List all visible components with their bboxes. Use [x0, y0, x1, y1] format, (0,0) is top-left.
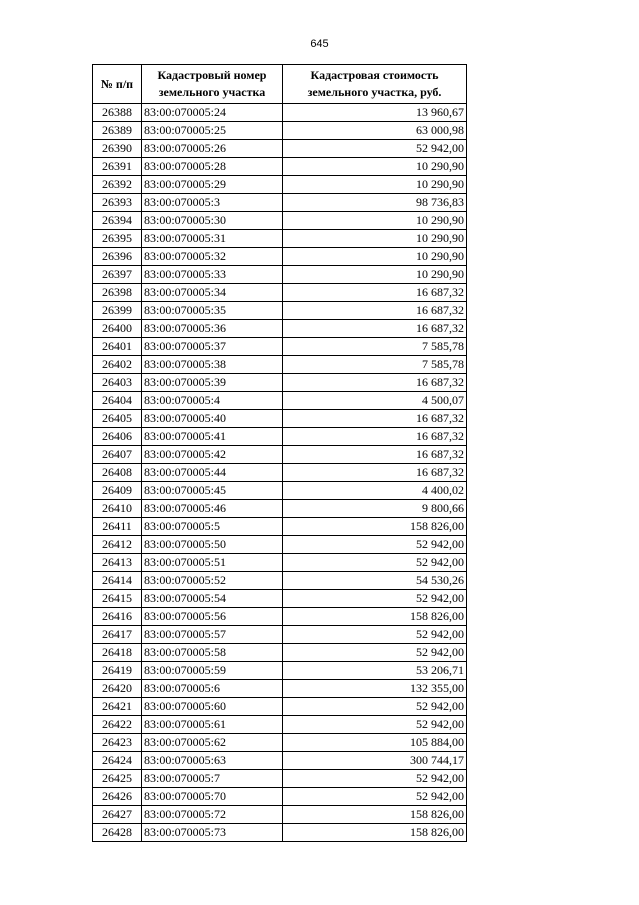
cell-row-number: 26413 [93, 554, 142, 572]
cell-cadastral-value: 158 826,00 [283, 806, 467, 824]
cell-row-number: 26420 [93, 680, 142, 698]
cell-cadastral-number: 83:00:070005:24 [142, 104, 283, 122]
cell-cadastral-number: 83:00:070005:42 [142, 446, 283, 464]
cell-row-number: 26398 [93, 284, 142, 302]
cell-cadastral-number: 83:00:070005:35 [142, 302, 283, 320]
cell-cadastral-value: 98 736,83 [283, 194, 467, 212]
table-row [93, 716, 467, 734]
cell-cadastral-value: 16 687,32 [283, 428, 467, 446]
cell-cadastral-value: 52 942,00 [283, 554, 467, 572]
cell-cadastral-number: 83:00:070005:41 [142, 428, 283, 446]
cell-cadastral-number: 83:00:070005:59 [142, 662, 283, 680]
cell-cadastral-value: 54 530,26 [283, 572, 467, 590]
cell-cadastral-number: 83:00:070005:38 [142, 356, 283, 374]
cell-cadastral-number: 83:00:070005:40 [142, 410, 283, 428]
cell-cadastral-value: 16 687,32 [283, 446, 467, 464]
table-row [93, 374, 467, 392]
cell-cadastral-number: 83:00:070005:25 [142, 122, 283, 140]
cell-row-number: 26411 [93, 518, 142, 536]
cell-cadastral-value: 63 000,98 [283, 122, 467, 140]
cell-row-number: 26390 [93, 140, 142, 158]
cell-row-number: 26423 [93, 734, 142, 752]
cell-cadastral-number: 83:00:070005:32 [142, 248, 283, 266]
table-row [93, 626, 467, 644]
cell-cadastral-value: 52 942,00 [283, 770, 467, 788]
cell-cadastral-value: 16 687,32 [283, 464, 467, 482]
cell-cadastral-number: 83:00:070005:70 [142, 788, 283, 806]
cell-cadastral-value: 4 500,07 [283, 392, 467, 410]
cell-cadastral-number: 83:00:070005:7 [142, 770, 283, 788]
table-row [93, 248, 467, 266]
cell-cadastral-value: 52 942,00 [283, 590, 467, 608]
table-row [93, 356, 467, 374]
table-row [93, 464, 467, 482]
cell-cadastral-number: 83:00:070005:28 [142, 158, 283, 176]
cell-cadastral-value: 10 290,90 [283, 266, 467, 284]
cell-row-number: 26395 [93, 230, 142, 248]
cell-cadastral-value: 52 942,00 [283, 536, 467, 554]
table-row [93, 140, 467, 158]
cell-row-number: 26417 [93, 626, 142, 644]
cell-cadastral-number: 83:00:070005:62 [142, 734, 283, 752]
table-row [93, 122, 467, 140]
table-row [93, 734, 467, 752]
cell-cadastral-number: 83:00:070005:37 [142, 338, 283, 356]
table-row [93, 518, 467, 536]
table-header-row [93, 65, 467, 104]
table-row [93, 338, 467, 356]
cell-cadastral-value: 7 585,78 [283, 356, 467, 374]
table-row [93, 770, 467, 788]
cell-cadastral-number: 83:00:070005:30 [142, 212, 283, 230]
cell-cadastral-number: 83:00:070005:6 [142, 680, 283, 698]
cell-cadastral-number: 83:00:070005:29 [142, 176, 283, 194]
cell-row-number: 26424 [93, 752, 142, 770]
cell-cadastral-number: 83:00:070005:58 [142, 644, 283, 662]
cell-cadastral-value: 16 687,32 [283, 284, 467, 302]
table-row [93, 572, 467, 590]
cell-row-number: 26397 [93, 266, 142, 284]
cell-row-number: 26418 [93, 644, 142, 662]
table-row [93, 482, 467, 500]
cell-cadastral-value: 9 800,66 [283, 500, 467, 518]
table-row [93, 392, 467, 410]
table-row [93, 644, 467, 662]
cell-cadastral-number: 83:00:070005:46 [142, 500, 283, 518]
table-row [93, 104, 467, 122]
cell-cadastral-value: 16 687,32 [283, 410, 467, 428]
table-row [93, 680, 467, 698]
cell-cadastral-number: 83:00:070005:34 [142, 284, 283, 302]
table-row [93, 266, 467, 284]
table-row [93, 608, 467, 626]
cell-cadastral-value: 10 290,90 [283, 158, 467, 176]
table-body [93, 104, 467, 842]
cell-cadastral-value: 53 206,71 [283, 662, 467, 680]
cell-cadastral-value: 16 687,32 [283, 302, 467, 320]
cell-cadastral-value: 4 400,02 [283, 482, 467, 500]
cell-row-number: 26389 [93, 122, 142, 140]
cell-cadastral-value: 158 826,00 [283, 824, 467, 842]
table-row [93, 158, 467, 176]
table-row [93, 752, 467, 770]
table-row [93, 446, 467, 464]
cell-row-number: 26419 [93, 662, 142, 680]
cell-cadastral-value: 158 826,00 [283, 518, 467, 536]
table-row [93, 590, 467, 608]
cell-row-number: 26388 [93, 104, 142, 122]
cell-cadastral-number: 83:00:070005:3 [142, 194, 283, 212]
cell-cadastral-value: 300 744,17 [283, 752, 467, 770]
cell-row-number: 26415 [93, 590, 142, 608]
cell-row-number: 26403 [93, 374, 142, 392]
table-row [93, 788, 467, 806]
cell-row-number: 26401 [93, 338, 142, 356]
cell-row-number: 26404 [93, 392, 142, 410]
cell-row-number: 26400 [93, 320, 142, 338]
cell-cadastral-number: 83:00:070005:57 [142, 626, 283, 644]
cell-cadastral-number: 83:00:070005:26 [142, 140, 283, 158]
table-row [93, 662, 467, 680]
cell-cadastral-number: 83:00:070005:73 [142, 824, 283, 842]
table-row [93, 410, 467, 428]
table-row [93, 554, 467, 572]
cell-cadastral-number: 83:00:070005:50 [142, 536, 283, 554]
cell-row-number: 26421 [93, 698, 142, 716]
cell-cadastral-number: 83:00:070005:4 [142, 392, 283, 410]
cell-cadastral-number: 83:00:070005:51 [142, 554, 283, 572]
cell-row-number: 26414 [93, 572, 142, 590]
cell-row-number: 26408 [93, 464, 142, 482]
cell-row-number: 26426 [93, 788, 142, 806]
table-row [93, 284, 467, 302]
cell-cadastral-value: 52 942,00 [283, 626, 467, 644]
cell-cadastral-value: 52 942,00 [283, 140, 467, 158]
cell-row-number: 26405 [93, 410, 142, 428]
cell-cadastral-number: 83:00:070005:72 [142, 806, 283, 824]
table-row [93, 698, 467, 716]
header-cadastral-number: Кадастровый номер земельного участка [142, 65, 283, 104]
cell-cadastral-number: 83:00:070005:60 [142, 698, 283, 716]
cell-cadastral-value: 10 290,90 [283, 248, 467, 266]
table-row [93, 302, 467, 320]
table-row [93, 428, 467, 446]
cell-cadastral-number: 83:00:070005:44 [142, 464, 283, 482]
cell-cadastral-number: 83:00:070005:5 [142, 518, 283, 536]
cell-cadastral-number: 83:00:070005:63 [142, 752, 283, 770]
cell-row-number: 26394 [93, 212, 142, 230]
cell-row-number: 26407 [93, 446, 142, 464]
table-row [93, 536, 467, 554]
table-row [93, 500, 467, 518]
cell-cadastral-value: 10 290,90 [283, 176, 467, 194]
cell-cadastral-value: 52 942,00 [283, 788, 467, 806]
cell-cadastral-number: 83:00:070005:39 [142, 374, 283, 392]
cell-cadastral-number: 83:00:070005:33 [142, 266, 283, 284]
cell-row-number: 26425 [93, 770, 142, 788]
table-row [93, 194, 467, 212]
cell-cadastral-number: 83:00:070005:56 [142, 608, 283, 626]
table-row [93, 806, 467, 824]
cell-row-number: 26391 [93, 158, 142, 176]
cell-cadastral-value: 52 942,00 [283, 698, 467, 716]
table-row [93, 176, 467, 194]
header-cadastral-value: Кадастровая стоимость земельного участка, руб. [283, 65, 467, 104]
cell-cadastral-value: 10 290,90 [283, 230, 467, 248]
cell-row-number: 26410 [93, 500, 142, 518]
cell-cadastral-value: 105 884,00 [283, 734, 467, 752]
cell-cadastral-value: 132 355,00 [283, 680, 467, 698]
cell-cadastral-value: 13 960,67 [283, 104, 467, 122]
cell-row-number: 26406 [93, 428, 142, 446]
cell-cadastral-number: 83:00:070005:54 [142, 590, 283, 608]
cell-cadastral-number: 83:00:070005:31 [142, 230, 283, 248]
cell-cadastral-number: 83:00:070005:61 [142, 716, 283, 734]
cell-row-number: 26409 [93, 482, 142, 500]
header-row-number: № п/п [93, 65, 142, 104]
cell-cadastral-value: 10 290,90 [283, 212, 467, 230]
page-number: 645 [310, 38, 329, 50]
table-row [93, 212, 467, 230]
cell-cadastral-value: 52 942,00 [283, 716, 467, 734]
cell-row-number: 26428 [93, 824, 142, 842]
cell-cadastral-value: 52 942,00 [283, 644, 467, 662]
cell-row-number: 26399 [93, 302, 142, 320]
cell-row-number: 26396 [93, 248, 142, 266]
cell-cadastral-number: 83:00:070005:45 [142, 482, 283, 500]
cell-row-number: 26392 [93, 176, 142, 194]
cell-row-number: 26402 [93, 356, 142, 374]
cell-cadastral-number: 83:00:070005:52 [142, 572, 283, 590]
cell-row-number: 26422 [93, 716, 142, 734]
cell-cadastral-value: 16 687,32 [283, 374, 467, 392]
cell-row-number: 26416 [93, 608, 142, 626]
cell-row-number: 26412 [93, 536, 142, 554]
cell-row-number: 26427 [93, 806, 142, 824]
cell-cadastral-number: 83:00:070005:36 [142, 320, 283, 338]
table-row [93, 320, 467, 338]
cell-cadastral-value: 7 585,78 [283, 338, 467, 356]
table-row [93, 230, 467, 248]
cadastral-value-table [92, 64, 467, 842]
cell-cadastral-value: 16 687,32 [283, 320, 467, 338]
cell-row-number: 26393 [93, 194, 142, 212]
cell-cadastral-value: 158 826,00 [283, 608, 467, 626]
table-row [93, 824, 467, 842]
